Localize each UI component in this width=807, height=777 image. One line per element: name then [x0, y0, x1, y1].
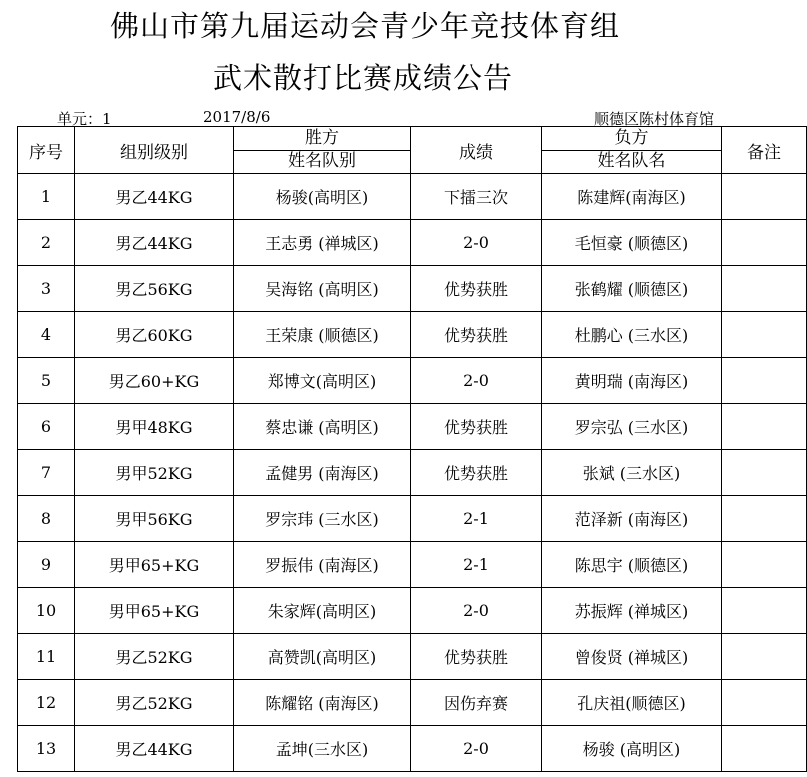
table-row [18, 542, 807, 588]
cell-seq: 3 [18, 266, 75, 312]
table-row [18, 220, 807, 266]
table-row [18, 588, 807, 634]
cell-winner: 郑博文(高明区) [234, 358, 411, 404]
cell-seq: 12 [18, 680, 75, 726]
header-loser-sub: 姓名队名 [597, 151, 666, 172]
cell-seq: 2 [18, 220, 75, 266]
cell-group: 男乙60+KG [75, 358, 234, 404]
cell-loser: 曾俊贤 (禅城区) [542, 634, 722, 680]
cell-loser: 罗宗弘 (三水区) [542, 404, 722, 450]
cell-loser: 毛恒豪 (顺德区) [542, 220, 722, 266]
cell-seq: 8 [18, 496, 75, 542]
cell-result: 2-1 [411, 542, 542, 588]
cell-result: 2-1 [411, 496, 542, 542]
table-row [18, 634, 807, 680]
title-line-1: 佛山市第九届运动会青少年竞技体育组 [110, 9, 621, 43]
cell-loser: 陈思宇 (顺德区) [542, 542, 722, 588]
cell-group: 男乙44KG [75, 220, 234, 266]
cell-winner: 高赞凯(高明区) [234, 634, 411, 680]
cell-result: 优势获胜 [411, 312, 542, 358]
cell-group: 男甲56KG [75, 496, 234, 542]
header-result: 成绩 [411, 127, 542, 174]
title-line-2: 武术散打比赛成绩公告 [213, 61, 514, 95]
cell-note [722, 496, 807, 542]
cell-group: 男乙44KG [75, 174, 234, 220]
cell-winner: 罗振伟 (南海区) [234, 542, 411, 588]
cell-seq: 10 [18, 588, 75, 634]
cell-result: 优势获胜 [411, 634, 542, 680]
cell-group: 男乙44KG [75, 726, 234, 772]
cell-note [722, 220, 807, 266]
table-row [18, 680, 807, 726]
cell-loser: 陈建辉(南海区) [542, 174, 722, 220]
table-header-row [18, 127, 807, 174]
cell-winner: 吴海铭 (高明区) [234, 266, 411, 312]
cell-result: 优势获胜 [411, 404, 542, 450]
cell-result: 下擂三次 [411, 174, 542, 220]
cell-loser: 杨骏 (高明区) [542, 726, 722, 772]
date-label: 2017/8/6 [203, 108, 271, 126]
cell-group: 男乙52KG [75, 634, 234, 680]
cell-note [722, 634, 807, 680]
cell-winner: 孟坤(三水区) [234, 726, 411, 772]
cell-result: 2-0 [411, 220, 542, 266]
cell-result: 2-0 [411, 726, 542, 772]
cell-note [722, 312, 807, 358]
cell-winner: 杨骏(高明区) [234, 174, 411, 220]
cell-note [722, 588, 807, 634]
cell-winner: 孟健男 (南海区) [234, 450, 411, 496]
cell-seq: 6 [18, 404, 75, 450]
cell-seq: 4 [18, 312, 75, 358]
cell-winner: 王荣康 (顺德区) [234, 312, 411, 358]
cell-winner: 王志勇 (禅城区) [234, 220, 411, 266]
table-row [18, 726, 807, 772]
cell-group: 男乙56KG [75, 266, 234, 312]
cell-seq: 9 [18, 542, 75, 588]
cell-winner: 朱家辉(高明区) [234, 588, 411, 634]
cell-result: 优势获胜 [411, 266, 542, 312]
cell-group: 男甲48KG [75, 404, 234, 450]
table-body [18, 174, 807, 772]
cell-note [722, 680, 807, 726]
table-row [18, 404, 807, 450]
header-note: 备注 [722, 127, 807, 174]
cell-loser: 孔庆祖(顺德区) [542, 680, 722, 726]
cell-winner: 蔡忠谦 (高明区) [234, 404, 411, 450]
header-winner-label: 胜方 [234, 127, 410, 151]
cell-seq: 7 [18, 450, 75, 496]
cell-group: 男甲65+KG [75, 588, 234, 634]
table-row [18, 496, 807, 542]
cell-loser: 苏振辉 (禅城区) [542, 588, 722, 634]
header-loser-label: 负方 [542, 127, 721, 151]
cell-group: 男乙60KG [75, 312, 234, 358]
table-row [18, 450, 807, 496]
table-row [18, 312, 807, 358]
header-seq: 序号 [18, 127, 75, 174]
cell-result: 优势获胜 [411, 450, 542, 496]
cell-loser: 黄明瑞 (南海区) [542, 358, 722, 404]
cell-note [722, 266, 807, 312]
cell-group: 男乙52KG [75, 680, 234, 726]
table-row [18, 266, 807, 312]
unit-label: 单元：1 [57, 110, 112, 128]
cell-loser: 张鹤耀 (顺德区) [542, 266, 722, 312]
cell-winner: 陈耀铭 (南海区) [234, 680, 411, 726]
header-winner-sub: 姓名队别 [288, 151, 356, 172]
cell-loser: 张斌 (三水区) [542, 450, 722, 496]
cell-loser: 范泽新 (南海区) [542, 496, 722, 542]
table-row [18, 174, 807, 220]
cell-note [722, 358, 807, 404]
cell-winner: 罗宗玮 (三水区) [234, 496, 411, 542]
header-group: 组别级别 [75, 127, 234, 174]
cell-note [722, 450, 807, 496]
cell-group: 男甲52KG [75, 450, 234, 496]
cell-result: 2-0 [411, 588, 542, 634]
header-loser [542, 127, 722, 174]
cell-result: 2-0 [411, 358, 542, 404]
cell-group: 男甲65+KG [75, 542, 234, 588]
cell-result: 因伤弃赛 [411, 680, 542, 726]
venue-label: 顺德区陈村体育馆 [594, 110, 715, 128]
cell-note [722, 174, 807, 220]
cell-seq: 11 [18, 634, 75, 680]
cell-seq: 13 [18, 726, 75, 772]
header-winner [234, 127, 411, 174]
cell-note [722, 542, 807, 588]
cell-seq: 5 [18, 358, 75, 404]
cell-note [722, 404, 807, 450]
cell-note [722, 726, 807, 772]
table-row [18, 358, 807, 404]
cell-loser: 杜鹏心 (三水区) [542, 312, 722, 358]
results-table [17, 126, 807, 772]
cell-seq: 1 [18, 174, 75, 220]
